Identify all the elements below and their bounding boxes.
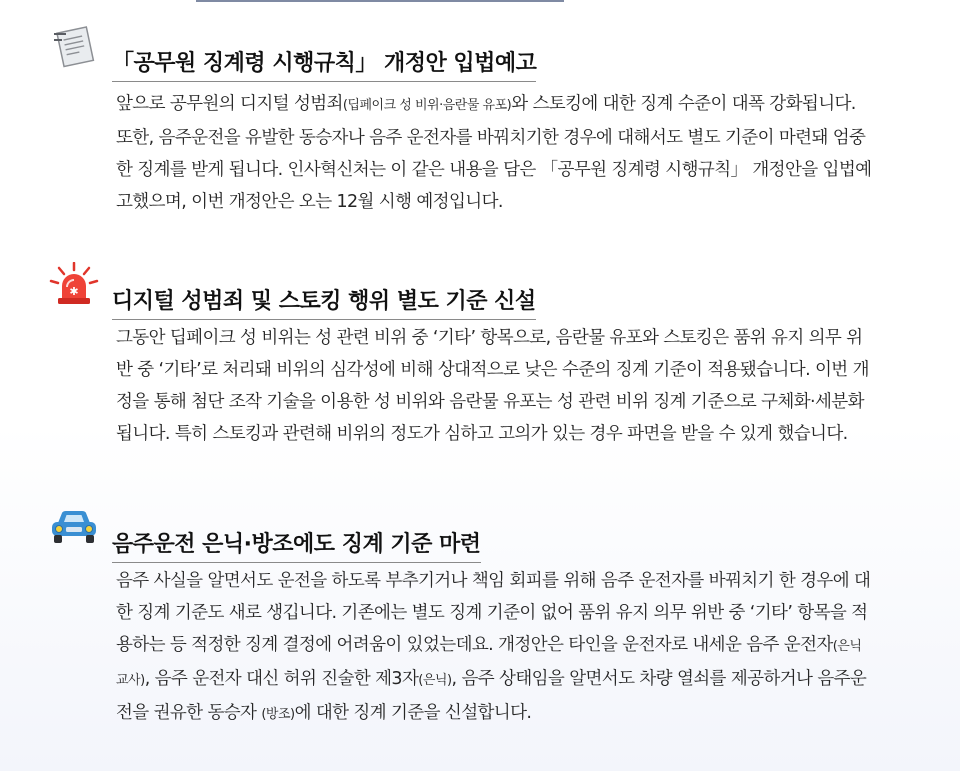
section-proposal [0,24,960,212]
body-text-segment: 에 대한 징계 기준을 신설합니다. [294,703,532,723]
section-header [0,505,960,558]
section-header [0,24,960,77]
section-heading: 음주운전 은닉·방조에도 징계 기준 마련 [112,527,481,563]
svg-text:✱: ✱ [69,285,79,298]
section-body [116,322,876,450]
section-heading: 「공무원 징계령 시행규칙」 개정안 입법예고 [112,46,536,82]
body-text-segment: 음주 사실을 알면서도 운전을 하도록 부추기거나 책임 회피를 위해 음주 운전자를 바꿔치기 한 경우에 대한 징계 기준도 새로 생깁니다. 기존에는 별도 징계 기준이 없어 품위 유지 의무 위반 중 ‘기타’ 항목을 적용하는 등 적정한 징계 결정에 어려움이 있었는데요. 개정안은 타인을 운전자로 내세운 음주 운전자 [116,571,871,655]
body-text-segment: 와 스토킹에 대한 징계 수준이 대폭 강화됩니다. 또한, 음주운전을 유발한 동승자나 음주 운전자를 바꿔치기한 경우에 대해서도 별도 기준이 마련돼 엄중한 징계를 받게 됩니다. 인사혁신처는 이 같은 내용을 담은 「공무원 징계령 시행규칙」 개정안을 입법예고했으며, 이번 개정안은 오는 12월 시행 예정입니다. [116,94,872,212]
body-text-segment: , 음주 상태임을 알면서도 차량 열쇠를 제공하거나 음주운전을 권유한 동승자 [116,669,867,723]
section-heading: 디지털 성범죄 및 스토킹 행위 별도 기준 신설 [112,284,536,320]
body-note: (딥페이크 성 비위·음란물 유포) [342,98,512,113]
body-text-segment: 앞으로 공무원의 디지털 성범죄 [116,94,343,114]
body-note: (은닉) [418,673,452,688]
body-text-segment: 그동안 딥페이크 성 비위는 성 관련 비위 중 ‘기타’ 항목으로, 음란물 유포와 스토킹은 품위 유지 의무 위반 중 ‘기타’로 처리돼 비위의 심각성에 비해 상대적으로 낮은 수준의 징계 기준이 적용됐습니다. 이번 개정을 통해 첨단 조작 기술을 이용한 성 비위와 음란물 유포는 성 관련 비위 징계 기준으로 구체화·세분화됩니다. 특히 스토킹과 관련해 비위의 정도가 심하고 고의가 있는 경우 파면을 받을 수 있게 했습니다. [116,328,869,444]
car-icon [48,505,100,549]
section-drunk-driving [0,505,960,723]
body-note: (은닉 교사) [116,639,862,688]
section-header [0,262,960,315]
section-body [116,88,876,218]
body-note: (방조) [261,707,295,722]
section-digital-crime [0,262,960,444]
top-divider [196,0,564,2]
memo-icon [48,24,100,68]
siren-icon [48,262,100,306]
section-body [116,565,876,731]
body-text-segment: , 음주 운전자 대신 허위 진술한 제3자 [144,669,419,689]
